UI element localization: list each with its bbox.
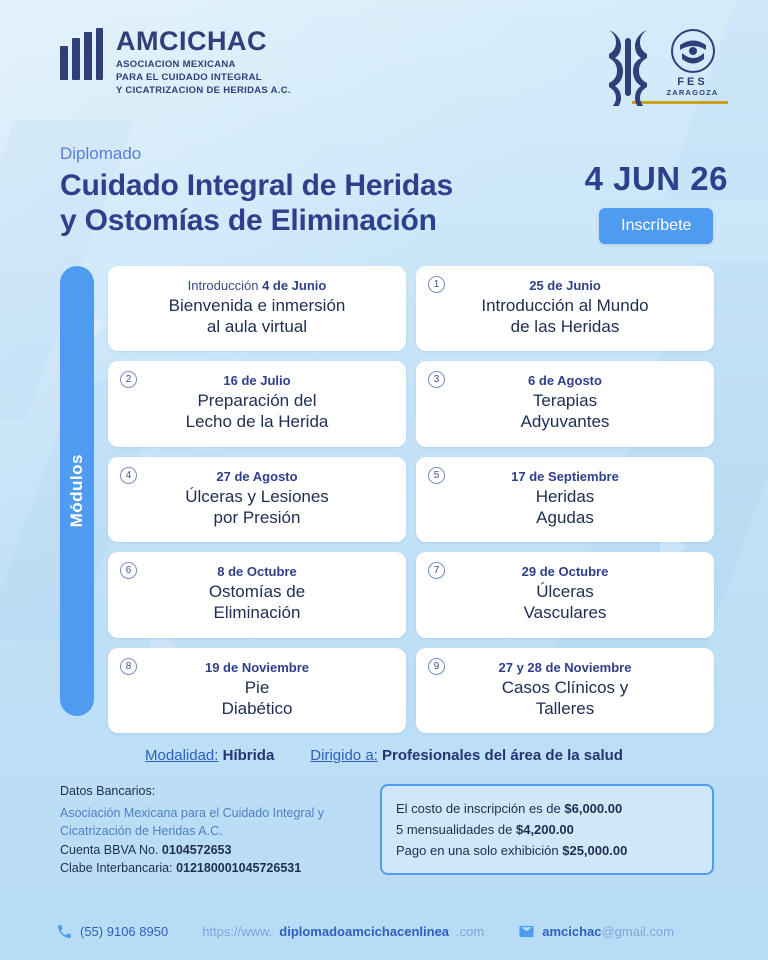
- unam-eagle-icon: [607, 28, 649, 106]
- page-title: [60, 168, 453, 239]
- module-title-line2: Talleres: [535, 698, 595, 718]
- module-number: 9: [428, 658, 445, 675]
- module-number: 5: [428, 467, 445, 484]
- module-title-line2: Lecho de la Herida: [185, 412, 329, 432]
- modules-section: [0, 266, 768, 733]
- module-title-line1: Bienvenida e inmersión: [168, 296, 346, 315]
- module-number: 4: [120, 467, 137, 484]
- module-title-line1: Úlceras y Lesiones: [185, 486, 329, 506]
- module-card[interactable]: [108, 552, 406, 637]
- poster-footer: [0, 902, 768, 960]
- bank-account-label: Cuenta BBVA No.: [60, 842, 159, 857]
- module-card[interactable]: [416, 648, 714, 733]
- website-url-prefix: https://www.: [202, 923, 273, 939]
- brand-subtitle-2: PARA EL CUIDADO INTEGRAL: [116, 71, 262, 83]
- email-contact[interactable]: [518, 923, 674, 940]
- bank-org-line2: Cicatrización de Heridas A.C.: [60, 824, 223, 839]
- module-title: [209, 582, 305, 623]
- module-date: 16 de Julio: [223, 373, 291, 389]
- module-date: 25 de Junio: [529, 278, 601, 293]
- modules-tab: [60, 266, 94, 716]
- module-title-line1: Casos Clínicos y: [501, 677, 629, 697]
- module-title-line1: Introducción al Mundo: [481, 296, 649, 315]
- modules-grid: [108, 266, 714, 733]
- fes-zaragoza-logo: [657, 28, 728, 104]
- phone-contact[interactable]: [56, 923, 168, 940]
- module-date: 8 de Octubre: [217, 564, 297, 580]
- modality-row: [0, 747, 768, 764]
- module-date: 29 de Octubre: [521, 564, 609, 580]
- module-title: [222, 678, 293, 719]
- module-card[interactable]: [108, 648, 406, 733]
- module-title-line2: al aula virtual: [206, 316, 308, 336]
- eyebrow-label: Diplomado: [60, 144, 142, 163]
- module-title-line1: Terapias: [532, 391, 598, 411]
- module-card[interactable]: [416, 552, 714, 637]
- module-number: 8: [120, 658, 137, 675]
- page-title-line1: Cuidado Integral de Heridas: [60, 169, 454, 202]
- email-user: amcichac: [542, 923, 602, 939]
- module-date-prefix: Introducción: [187, 278, 263, 293]
- module-date: 27 y 28 de Noviembre: [498, 659, 632, 675]
- website-link[interactable]: [202, 924, 484, 939]
- module-title-line2: Adyuvantes: [520, 412, 610, 432]
- register-button[interactable]: Inscríbete: [599, 208, 713, 244]
- modality-label: Modalidad:: [145, 747, 219, 765]
- module-title-line1: Úlceras: [536, 582, 594, 602]
- module-title-line1: Preparación del: [197, 391, 317, 411]
- module-number: 2: [120, 371, 137, 388]
- module-number: 6: [120, 562, 137, 579]
- bank-heading: Datos Bancarios:: [60, 784, 156, 799]
- modules-tab-label: Módulos: [67, 454, 86, 528]
- brand-logo: [60, 28, 291, 97]
- info-row: [0, 784, 768, 878]
- brand-name: AMCICHAC: [116, 26, 267, 56]
- cost-box: [380, 784, 714, 875]
- module-date: 19 de Noviembre: [204, 659, 310, 675]
- bank-org-line1: Asociación Mexicana para el Cuidado Integral y: [60, 806, 325, 821]
- module-title: [521, 391, 610, 432]
- module-date: 17 de Septiembre: [511, 468, 619, 484]
- module-card[interactable]: [416, 266, 714, 351]
- module-title: [169, 296, 346, 337]
- module-title-line1: Ostomías de: [208, 582, 306, 602]
- module-title-line2: Eliminación: [213, 603, 301, 623]
- bank-clabe-label: Clabe Interbancaria:: [60, 861, 173, 876]
- module-title-line2: Agudas: [536, 507, 594, 527]
- module-title-line2: por Presión: [213, 507, 301, 527]
- module-title: [186, 391, 329, 432]
- modality-item: [145, 747, 274, 764]
- module-number: 7: [428, 562, 445, 579]
- fes-shield-icon: [670, 28, 716, 74]
- fes-label: FES: [677, 76, 708, 88]
- mail-icon: [518, 923, 535, 940]
- email-address: [542, 924, 674, 939]
- start-date: 4 JUN 26: [584, 160, 728, 197]
- cost-line-2-value: $4,200.00: [515, 822, 574, 838]
- page-title-line2: y Ostomías de Eliminación: [60, 204, 437, 238]
- bank-account-value: 0104572653: [161, 842, 232, 857]
- module-title: [502, 678, 629, 719]
- module-title-line1: Heridas: [535, 486, 595, 506]
- module-number: 1: [428, 276, 445, 293]
- module-title: [524, 582, 607, 623]
- cost-line-1: [396, 798, 698, 819]
- cost-line-1-value: $6,000.00: [564, 801, 623, 817]
- module-title: [481, 296, 648, 337]
- module-card[interactable]: [416, 457, 714, 542]
- module-date-value: 4 de Junio: [262, 278, 327, 293]
- module-card[interactable]: [108, 266, 406, 351]
- website-url-domain: diplomadoamcichacenlinea: [279, 923, 450, 939]
- brand-subtitle-1: ASOCIACION MEXICANA: [116, 59, 236, 70]
- modality-value: Híbrida: [222, 747, 275, 765]
- phone-icon: [56, 923, 73, 940]
- partner-logos: [607, 28, 728, 106]
- cost-line-2: [396, 819, 698, 840]
- cost-line-3: [396, 840, 698, 861]
- brand-subtitle-3: Y CICATRIZACION DE HERIDAS A.C.: [116, 84, 291, 96]
- fes-campus-label: ZARAGOZA: [666, 88, 719, 97]
- module-title: [536, 487, 595, 528]
- module-title-line2: Vasculares: [523, 603, 607, 623]
- module-title-line1: Pie: [244, 677, 270, 697]
- module-date: 27 de Agosto: [216, 468, 298, 484]
- module-date: 6 de Agosto: [528, 373, 602, 389]
- module-title: [185, 487, 329, 528]
- module-card[interactable]: [416, 361, 714, 446]
- audience-item: [310, 747, 623, 764]
- audience-label: Dirigido a:: [310, 747, 378, 765]
- title-block: [0, 140, 768, 244]
- bank-clabe-value: 012180001045726531: [176, 861, 302, 876]
- cost-line-3-label: Pago en una solo exhibición: [396, 843, 563, 859]
- bank-clabe: [60, 859, 356, 878]
- phone-number: (55) 9106 8950: [80, 923, 169, 939]
- module-title-line2: de las Heridas: [510, 316, 620, 336]
- module-number: 3: [428, 371, 445, 388]
- module-title-line2: Diabético: [221, 698, 293, 718]
- module-card[interactable]: [108, 457, 406, 542]
- bank-details: [60, 784, 356, 878]
- audience-value: Profesionales del área de la salud: [382, 747, 623, 765]
- module-card[interactable]: [108, 361, 406, 446]
- cost-line-3-value: $25,000.00: [562, 843, 628, 859]
- module-date: [188, 278, 327, 293]
- amcichac-logo-icon: [60, 28, 104, 80]
- cost-line-1-label: El costo de inscripción es de: [396, 801, 565, 817]
- cost-line-2-label: 5 mensualidades de: [396, 822, 516, 838]
- bank-account: [60, 841, 356, 860]
- website-url-tld: .com: [456, 923, 485, 939]
- email-domain: @gmail.com: [601, 923, 674, 939]
- poster-header: [0, 0, 768, 140]
